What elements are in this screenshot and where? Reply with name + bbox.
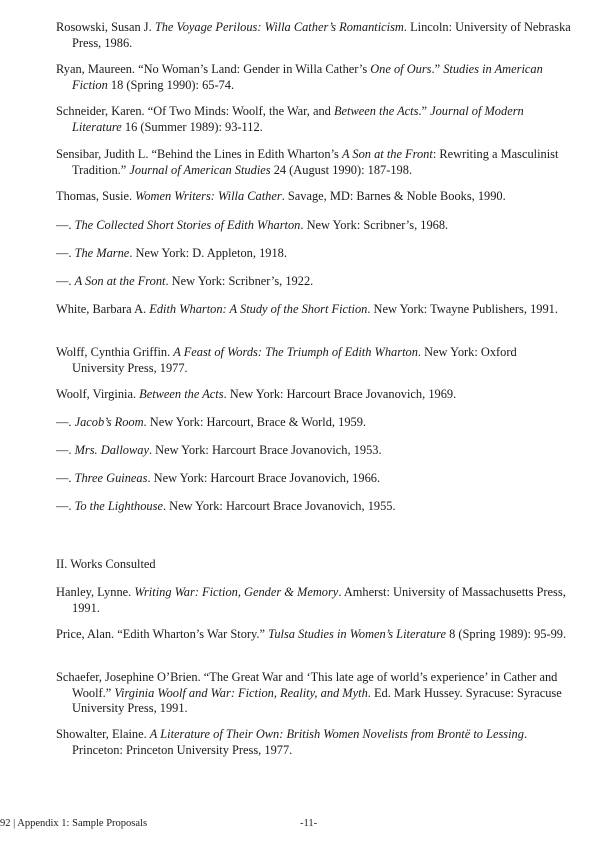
citation-text: .” [418,104,431,118]
citation-title: Studies in American Fiction [72,62,543,92]
citation-text: Woolf, Virginia. [56,387,140,401]
citation-title: Tulsa Studies in Women’s Literature [268,627,446,641]
citation-title: Jacob’s Room [74,415,144,429]
citation-text: . New York: Harcourt, Brace & World, 1959. [143,415,367,429]
section-heading: II. Works Consulted [56,557,156,571]
citation-entry [56,415,572,431]
citation-entry [56,345,572,376]
citation-title: Mrs. Dalloway [74,443,149,457]
citation-text: —. [56,246,75,260]
citation-title: One of Ours [370,62,432,76]
citation-text: . New York: Harcourt Brace Jovanovich, 1953. [148,443,382,457]
citation-text: . New York: Scribner’s, 1968. [300,218,449,232]
citation-text: Ryan, Maureen. “No Woman’s Land: Gender in Willa Cather’s [56,62,371,76]
citation-title: To the Lighthouse [74,499,163,513]
citation-title: Between the Acts [139,387,224,401]
citation-entry [56,302,572,318]
citation-title: A Son at the Front [341,147,433,161]
citation-entry [56,218,572,234]
citation-text: 8 (Spring 1989): 95-99. [445,627,567,641]
citation-text: . New York: D. Appleton, 1918. [129,246,287,260]
citation-entry [56,274,572,290]
citation-text: . Princeton: Princeton University Press, 1977. [72,727,528,757]
citation-text: —. [56,471,75,485]
citation-text: .” [431,62,444,76]
citation-text: —. [56,218,75,232]
footer-label: 92 | Appendix 1: Sample Proposals [0,818,148,829]
citation-title: The Voyage Perilous: Willa Cather’s Romanticism [154,20,404,34]
citation-title: Edith Wharton: A Study of the Short Fiction [149,302,368,316]
citation-entry [56,443,572,459]
citation-entry [56,499,572,515]
citation-text: . New York: Oxford University Press, 1977. [72,345,517,375]
citation-entry [56,727,572,758]
citation-text: —. [56,415,75,429]
citation-title: Between the Acts [333,104,419,118]
citation-text: . New York: Harcourt Brace Jovanovich, 1966. [147,471,381,485]
citation-entry [56,246,572,262]
citation-entry [56,387,572,403]
citation-entry [56,147,572,178]
citation-entry [56,20,572,51]
citation-text: Thomas, Susie. [56,189,136,203]
citation-text: : Rewriting a Masculinist Tradition.” [72,147,559,177]
citation-title: The Collected Short Stories of Edith Wharton [74,218,301,232]
citation-text: Wolff, Cynthia Griffin. [56,345,174,359]
citation-text: . New York: Twayne Publishers, 1991. [367,302,558,316]
citation-text: Rosowski, Susan J. [56,20,155,34]
citation-entry [56,471,572,487]
citation-text: White, Barbara A. [56,302,150,316]
citation-text: . Lincoln: University of Nebraska Press, 1986. [72,20,571,50]
citation-text: . New York: Harcourt Brace Jovanovich, 1955. [162,499,396,513]
citation-text: 18 (Spring 1990): 65-74. [107,77,235,92]
citation-title: Women Writers: Willa Cather [135,189,282,203]
citation-text: Showalter, Elaine. [56,727,150,741]
citation-title: Journal of American Studies [129,162,271,177]
citation-title: A Son at the Front [74,274,166,288]
citation-text: . Amherst: University of Massachusetts Press, 1991. [72,585,566,615]
citation-title: A Feast of Words: The Triumph of Edith Wharton [173,345,418,359]
citation-text: Schneider, Karen. “Of Two Minds: Woolf, the War, and [56,104,334,118]
citation-title: The Marne [74,246,130,260]
citation-title: Journal of Modern Literature [72,104,524,134]
citation-text: . Savage, MD: Barnes & Noble Books, 1990. [281,189,506,203]
page-number: -11- [300,818,318,829]
citation-entry [56,585,572,616]
citation-title: Three Guineas [74,471,148,485]
citation-title: Virginia Woolf and War: Fiction, Reality, and Myth [114,685,368,700]
citation-text: —. [56,274,75,288]
citation-entry [56,62,572,93]
citation-text: Hanley, Lynne. [56,585,135,599]
citation-text: 16 (Summer 1989): 93-112. [121,119,263,134]
citation-text: Sensibar, Judith L. “Behind the Lines in Edith Wharton’s [56,147,342,161]
citation-entry [56,189,572,205]
citation-entry [56,670,572,717]
citation-text: Price, Alan. “Edith Wharton’s War Story.” [56,627,269,641]
citation-title: Writing War: Fiction, Gender & Memory [134,585,339,599]
citation-text: 24 (August 1990): 187-198. [270,162,413,177]
citation-text: Schaefer, Josephine O’Brien. “The Great War and ‘This late age of world’s experience’ in Cather and Woolf.” [56,670,558,700]
citation-entry [56,627,572,643]
citation-text: —. [56,499,75,513]
citation-text: . New York: Scribner’s, 1922. [165,274,314,288]
citation-text: . Ed. Mark Hussey. Syracuse: Syracuse University Press, 1991. [72,685,562,716]
citation-title: A Literature of Their Own: British Women Novelists from Brontë to Lessing [149,727,524,741]
citation-text: . New York: Harcourt Brace Jovanovich, 1969. [223,387,457,401]
citation-text: —. [56,443,75,457]
citation-entry [56,104,572,135]
